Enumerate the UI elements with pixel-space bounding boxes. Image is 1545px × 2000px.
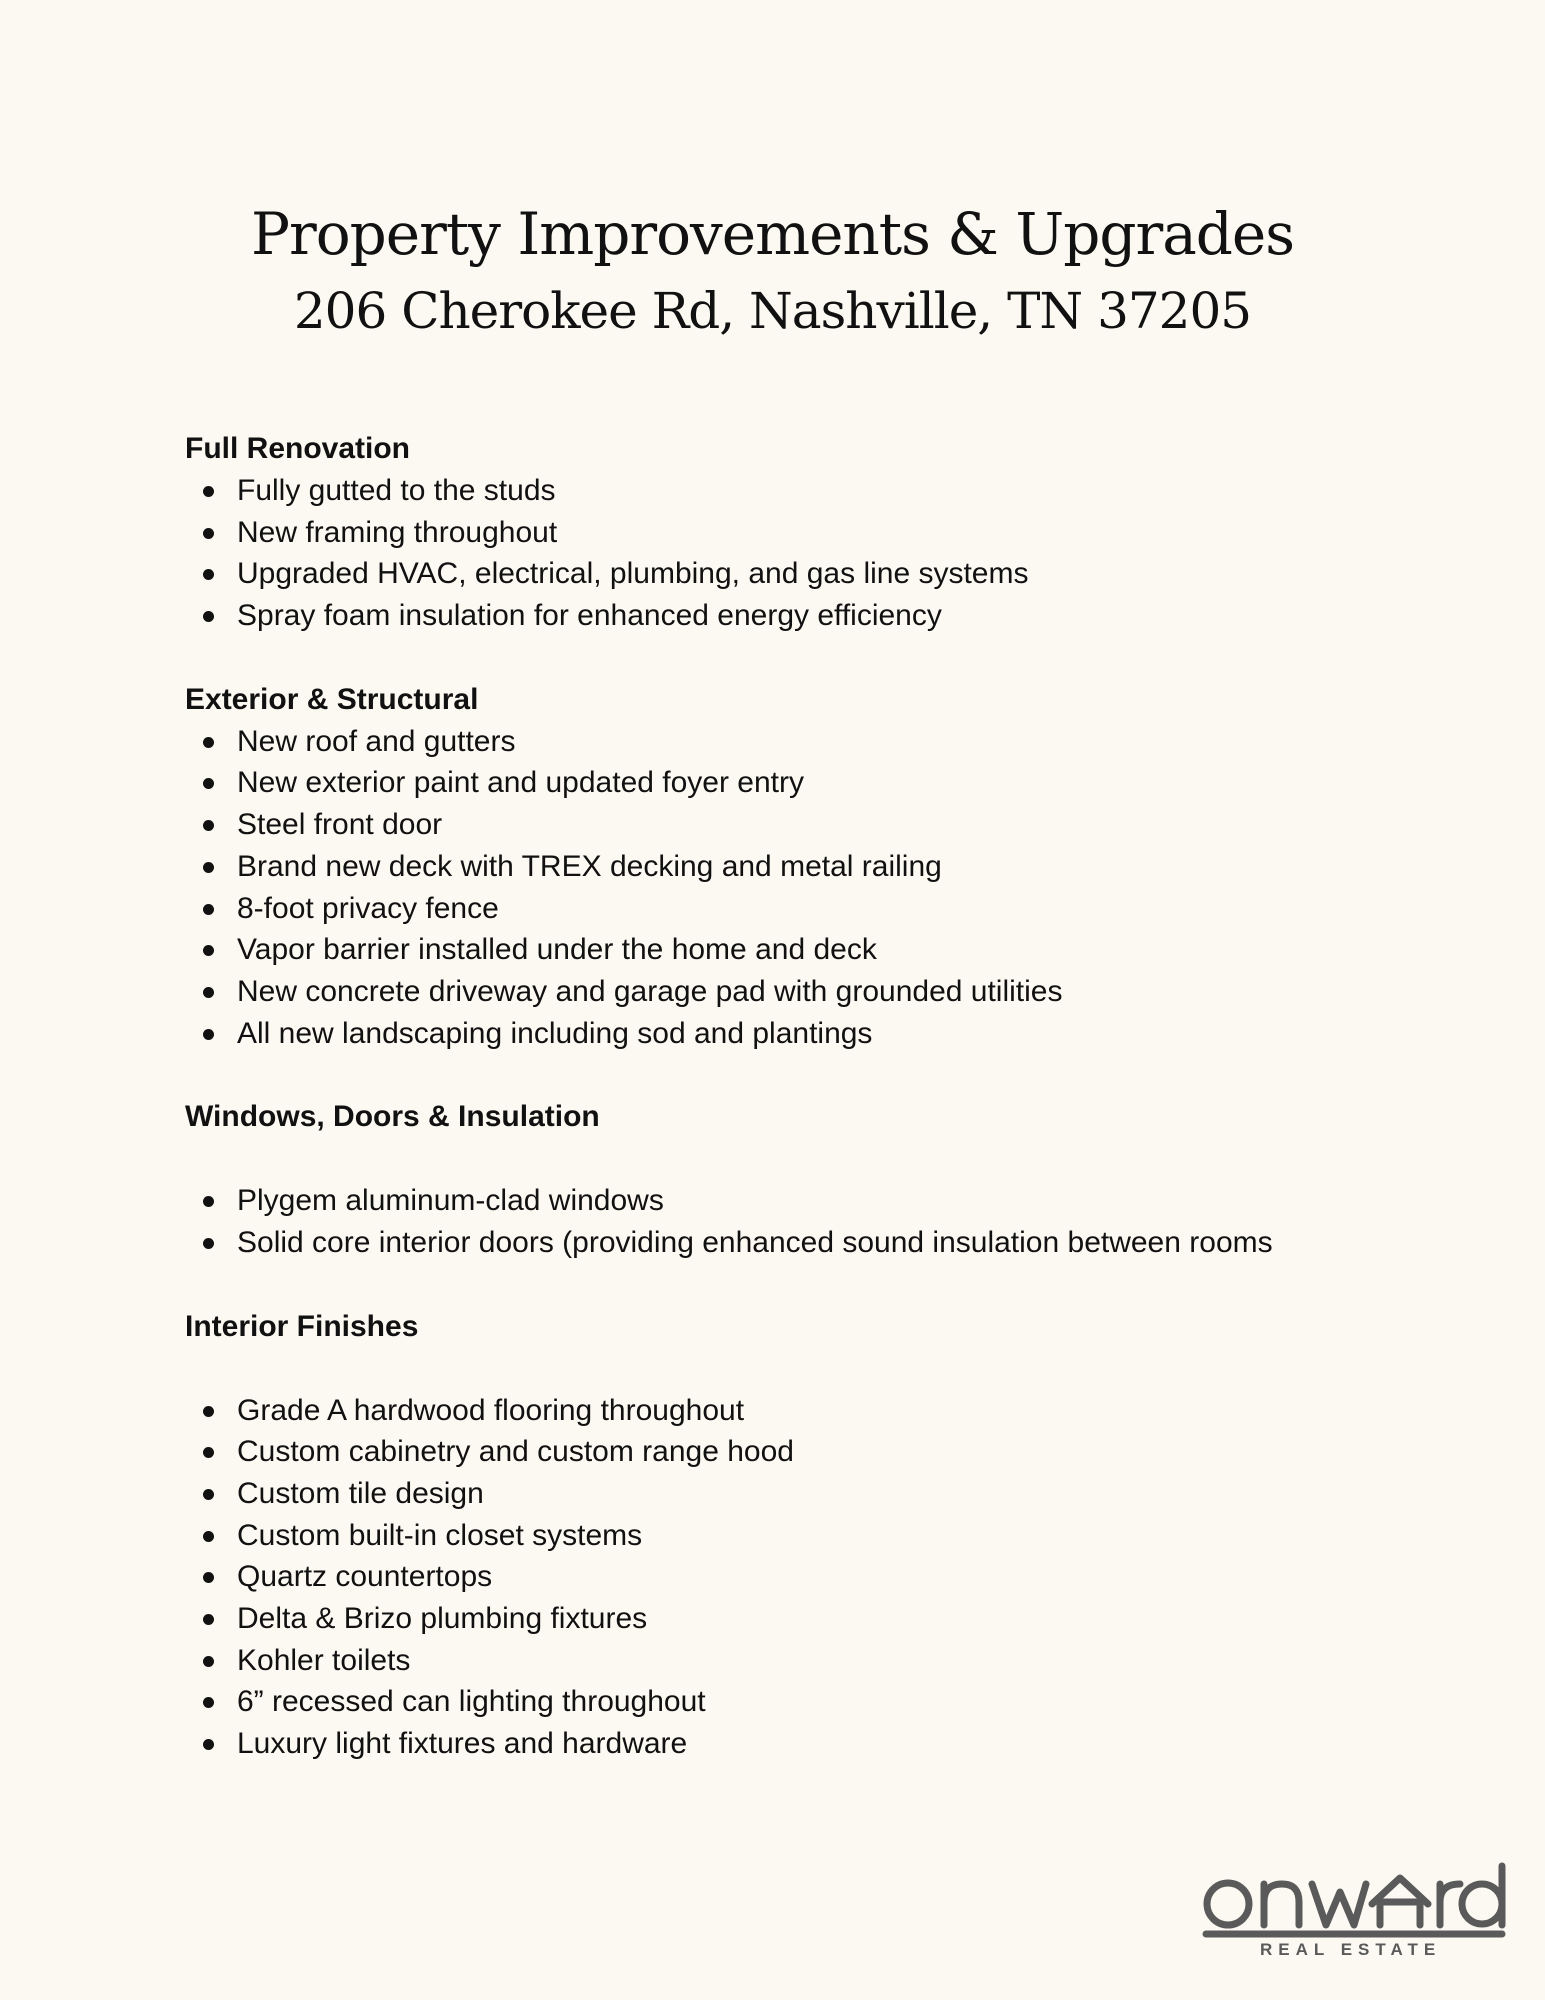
- heading-spacer: [185, 1138, 1485, 1180]
- full-renovation-list: [185, 470, 1485, 637]
- section-heading-exterior-structural: Exterior & Structural: [185, 682, 479, 716]
- list-item: Vapor barrier installed under the home and deck: [185, 929, 1485, 971]
- list-item: Custom cabinetry and custom range hood: [185, 1431, 1485, 1473]
- section-spacer: [185, 1264, 1485, 1306]
- list-item: Solid core interior doors (providing enhanced sound insulation between rooms: [185, 1222, 1485, 1264]
- section-spacer: [185, 1054, 1485, 1096]
- list-item: Brand new deck with TREX decking and metal railing: [185, 846, 1485, 888]
- list-item: Grade A hardwood flooring throughout: [185, 1390, 1485, 1432]
- list-item: Quartz countertops: [185, 1556, 1485, 1598]
- list-item: Custom built-in closet systems: [185, 1515, 1485, 1557]
- heading-spacer: [185, 1348, 1485, 1390]
- list-item: New concrete driveway and garage pad with grounded utilities: [185, 971, 1485, 1013]
- list-item: New exterior paint and updated foyer entry: [185, 762, 1485, 804]
- list-item: Fully gutted to the studs: [185, 470, 1485, 512]
- windows-doors-list: [185, 1180, 1485, 1263]
- section-heading-windows-doors-insulation: Windows, Doors & Insulation: [185, 1100, 600, 1134]
- list-item: 6” recessed can lighting throughout: [185, 1681, 1485, 1723]
- list-item: Upgraded HVAC, electrical, plumbing, and gas line systems: [185, 553, 1485, 595]
- logo-subtitle: REAL ESTATE: [1260, 1940, 1442, 1959]
- list-item: 8-foot privacy fence: [185, 888, 1485, 930]
- property-address: 206 Cherokee Rd, Nashville, TN 37205: [293, 282, 1252, 340]
- list-item: New roof and gutters: [185, 721, 1485, 763]
- list-item: Luxury light fixtures and hardware: [185, 1723, 1485, 1765]
- list-item: Spray foam insulation for enhanced energy efficiency: [185, 595, 1485, 637]
- onward-wordmark-logo: [1200, 1858, 1510, 1938]
- improvements-list: [185, 428, 1485, 1765]
- section-spacer: [185, 637, 1485, 679]
- list-item: Custom tile design: [185, 1473, 1485, 1515]
- exterior-structural-list: [185, 721, 1485, 1055]
- list-item: New framing throughout: [185, 512, 1485, 554]
- list-item: Plygem aluminum-clad windows: [185, 1180, 1485, 1222]
- interior-finishes-list: [185, 1390, 1485, 1765]
- section-heading-full-renovation: Full Renovation: [185, 432, 410, 465]
- list-item: Delta & Brizo plumbing fixtures: [185, 1598, 1485, 1640]
- list-item: All new landscaping including sod and plantings: [185, 1013, 1485, 1055]
- onward-real-estate-logo: [1200, 1858, 1510, 1968]
- section-heading-interior-finishes: Interior Finishes: [185, 1309, 419, 1343]
- page-title: Property Improvements & Upgrades: [250, 200, 1295, 268]
- list-item: Kohler toilets: [185, 1640, 1485, 1682]
- list-item: Steel front door: [185, 804, 1485, 846]
